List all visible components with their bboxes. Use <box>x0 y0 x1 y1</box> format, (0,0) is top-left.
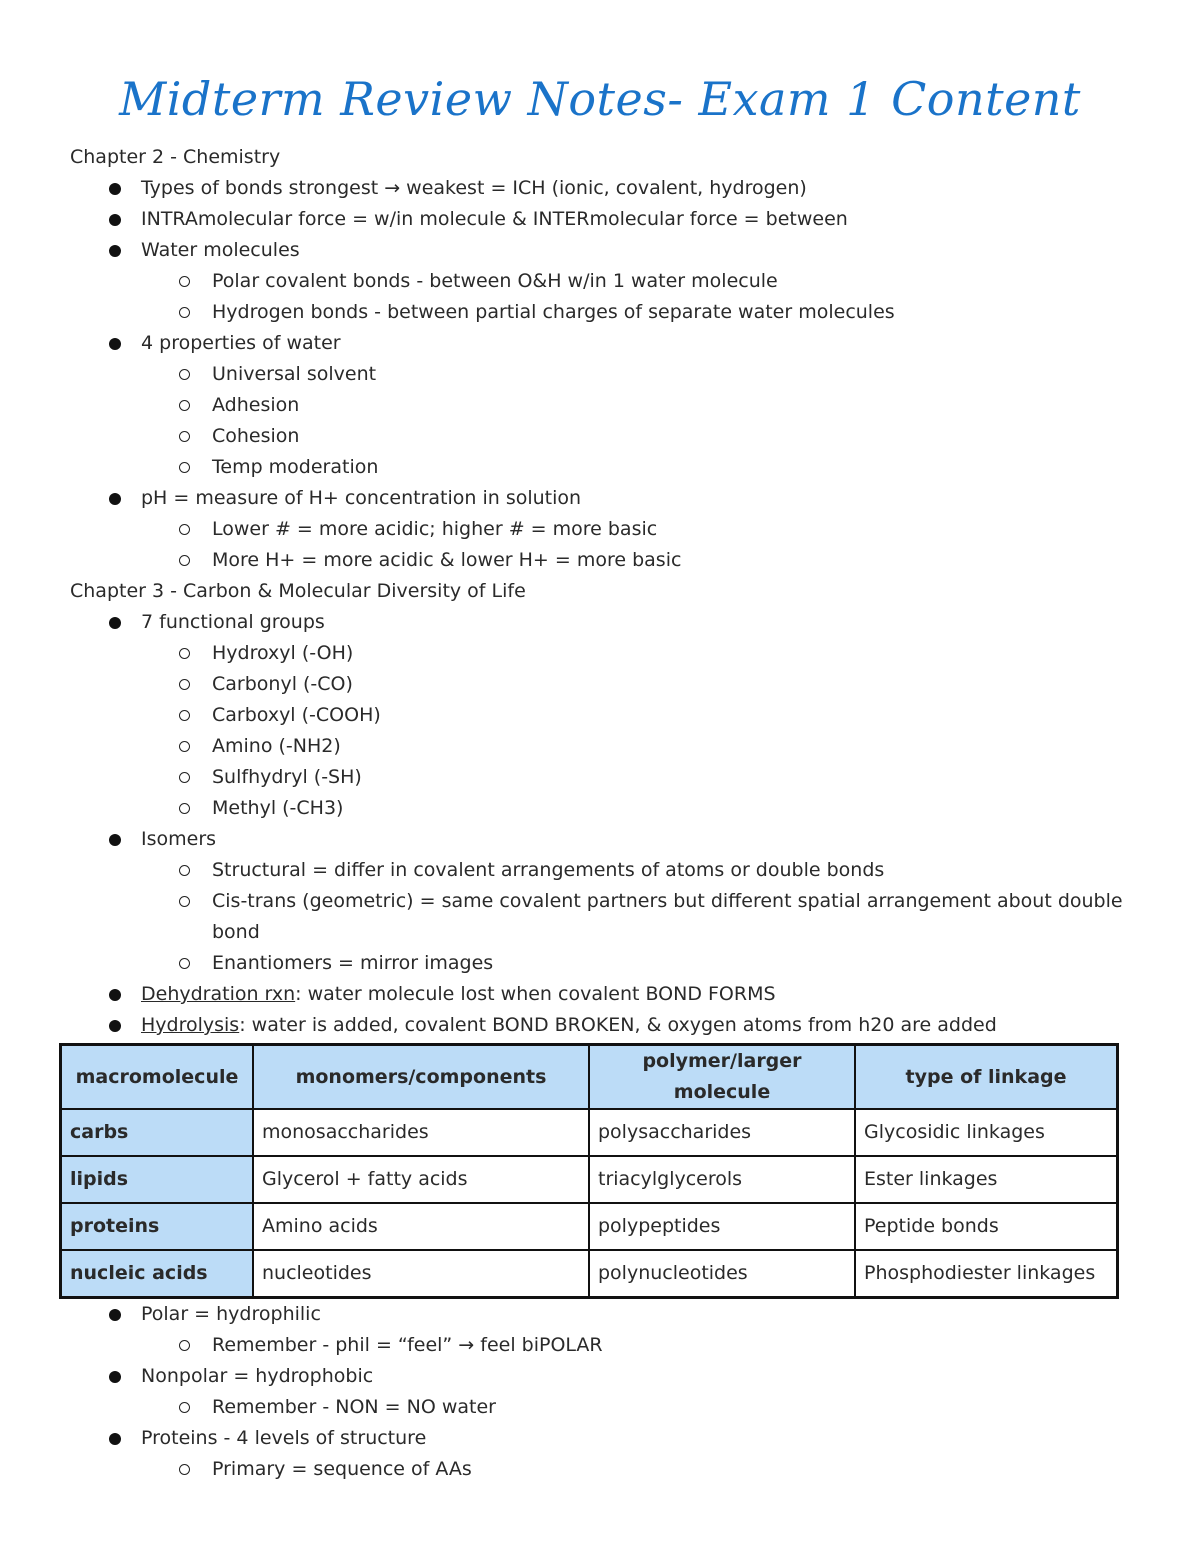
chapter-2-heading: Chapter 2 - Chemistry <box>70 146 281 168</box>
list-item-text: Isomers <box>141 828 217 850</box>
list-item <box>70 607 1140 638</box>
list-item-text: Methyl (-CH3) <box>212 797 344 819</box>
list-item-text: Universal solvent <box>212 363 377 385</box>
circle-bullet-icon <box>179 400 190 411</box>
list-item-text: Cohesion <box>212 425 300 447</box>
list-item-text: Remember - NON = NO water <box>212 1396 496 1418</box>
bullet-icon <box>109 617 121 629</box>
list-item <box>70 979 1140 1010</box>
circle-bullet-icon <box>179 1340 190 1351</box>
table-cell: Amino acids <box>253 1203 589 1250</box>
circle-bullet-icon <box>179 431 190 442</box>
sub-list-item <box>70 390 1140 421</box>
list-item-text: 4 properties of water <box>141 332 341 354</box>
macromolecule-table <box>59 1043 1119 1299</box>
row-header: lipids <box>61 1156 254 1203</box>
sub-list-item <box>70 1454 1140 1485</box>
list-item-text: : water molecule lost when covalent BOND FORMS <box>295 983 776 1005</box>
table-cell: polysaccharides <box>589 1109 855 1156</box>
circle-bullet-icon <box>179 462 190 473</box>
list-item-text: Primary = sequence of AAs <box>212 1458 472 1480</box>
sub-list-item <box>70 700 1140 731</box>
list-item-text: More H+ = more acidic & lower H+ = more basic <box>212 549 682 571</box>
table-cell: triacylglycerols <box>589 1156 855 1203</box>
list-item <box>70 328 1140 359</box>
table-cell: polypeptides <box>589 1203 855 1250</box>
list-item-text: Sulfhydryl (-SH) <box>212 766 362 788</box>
bullet-icon <box>109 183 121 195</box>
sub-list-item <box>70 1392 1140 1423</box>
list-item-text: Nonpolar = hydrophobic <box>141 1365 374 1387</box>
table-cell: nucleotides <box>253 1250 589 1298</box>
circle-bullet-icon <box>179 276 190 287</box>
table-cell: Phosphodiester linkages <box>855 1250 1118 1298</box>
list-item-text: Carboxyl (-COOH) <box>212 704 381 726</box>
list-item <box>70 204 1140 235</box>
circle-bullet-icon <box>179 958 190 969</box>
circle-bullet-icon <box>179 524 190 535</box>
chapter-3-heading: Chapter 3 - Carbon & Molecular Diversity of Life <box>70 580 526 602</box>
page-title: Midterm Review Notes- Exam 1 Content <box>119 72 1081 126</box>
sub-list-item <box>70 669 1140 700</box>
sub-list-item <box>70 421 1140 452</box>
list-item <box>70 173 1140 204</box>
circle-bullet-icon <box>179 772 190 783</box>
circle-bullet-icon <box>179 369 190 380</box>
circle-bullet-icon <box>179 1402 190 1413</box>
list-item-text: Polar covalent bonds - between O&H w/in 1 water molecule <box>212 270 778 292</box>
row-header: carbs <box>61 1109 254 1156</box>
list-item-text: Lower # = more acidic; higher # = more basic <box>212 518 658 540</box>
list-item-text: Carbonyl (-CO) <box>212 673 353 695</box>
sub-list-item <box>70 638 1140 669</box>
list-item <box>70 1299 1140 1330</box>
list-item-text: Amino (-NH2) <box>212 735 341 757</box>
circle-bullet-icon <box>179 1464 190 1475</box>
table-header-row <box>61 1045 1118 1110</box>
table-row <box>61 1250 1118 1298</box>
sub-list-item <box>70 266 1140 297</box>
list-item-text: Enantiomers = mirror images <box>212 952 494 974</box>
table-row <box>61 1109 1118 1156</box>
list-item-text: pH = measure of H+ concentration in solution <box>141 487 582 509</box>
circle-bullet-icon <box>179 803 190 814</box>
sub-list-item <box>70 514 1140 545</box>
row-header: proteins <box>61 1203 254 1250</box>
circle-bullet-icon <box>179 555 190 566</box>
circle-bullet-icon <box>179 865 190 876</box>
sub-list-item <box>70 1330 1140 1361</box>
table-cell: monosaccharides <box>253 1109 589 1156</box>
term-dehydration: Dehydration rxn <box>141 983 296 1005</box>
list-item-text: 7 functional groups <box>141 611 325 633</box>
list-item-text: Structural = differ in covalent arrangements of atoms or double bonds <box>212 859 885 881</box>
list-item-text: Hydroxyl (-OH) <box>212 642 354 664</box>
list-item <box>70 824 1140 855</box>
bullet-icon <box>109 989 121 1001</box>
list-item <box>70 235 1140 266</box>
list-item-text: Temp moderation <box>212 456 379 478</box>
bullet-icon <box>109 493 121 505</box>
circle-bullet-icon <box>179 710 190 721</box>
list-item-text: Types of bonds strongest → weakest = ICH (ionic, covalent, hydrogen) <box>141 177 807 199</box>
sub-list-item <box>70 359 1140 390</box>
sub-list-item <box>70 855 1140 886</box>
column-header: polymer/larger molecule <box>589 1045 855 1110</box>
table-row <box>61 1156 1118 1203</box>
sub-list-item <box>70 545 1140 576</box>
list-item-text: Remember - phil = “feel” → feel biPOLAR <box>212 1334 603 1356</box>
list-item-text: Adhesion <box>212 394 300 416</box>
list-item-text: Proteins - 4 levels of structure <box>141 1427 427 1449</box>
sub-list-item <box>70 948 1140 979</box>
table-cell: Peptide bonds <box>855 1203 1118 1250</box>
table-cell: Glycerol + fatty acids <box>253 1156 589 1203</box>
bullet-icon <box>109 834 121 846</box>
sub-list-item <box>70 452 1140 483</box>
row-header: nucleic acids <box>61 1250 254 1298</box>
bullet-icon <box>109 1309 121 1321</box>
table-cell: Ester linkages <box>855 1156 1118 1203</box>
list-item-text: Hydrogen bonds - between partial charges of separate water molecules <box>212 301 895 323</box>
list-item <box>70 1423 1140 1454</box>
circle-bullet-icon <box>179 648 190 659</box>
bullet-icon <box>109 1371 121 1383</box>
list-item-text: : water is added, covalent BOND BROKEN, & oxygen atoms from h20 are added <box>239 1014 997 1036</box>
table-cell: Glycosidic linkages <box>855 1109 1118 1156</box>
list-item-text: Cis-trans (geometric) = same covalent partners but different spatial arrangement about double bond <box>212 890 1123 943</box>
sub-list-item <box>70 297 1140 328</box>
bullet-icon <box>109 338 121 350</box>
column-header: monomers/components <box>253 1045 589 1110</box>
column-header: type of linkage <box>855 1045 1118 1110</box>
circle-bullet-icon <box>179 679 190 690</box>
bullet-icon <box>109 1020 121 1032</box>
list-item-text: INTRAmolecular force = w/in molecule & INTERmolecular force = between <box>141 208 848 230</box>
notes-body <box>70 142 1140 1485</box>
bullet-icon <box>109 214 121 226</box>
list-item-text: Polar = hydrophilic <box>141 1303 321 1325</box>
term-hydrolysis: Hydrolysis <box>141 1014 240 1036</box>
list-item <box>70 1010 1140 1041</box>
table-cell: polynucleotides <box>589 1250 855 1298</box>
sub-list-item <box>70 886 1140 948</box>
list-item <box>70 483 1140 514</box>
circle-bullet-icon <box>179 896 190 907</box>
bullet-icon <box>109 245 121 257</box>
list-item-text: Water molecules <box>141 239 300 261</box>
list-item <box>70 1361 1140 1392</box>
circle-bullet-icon <box>179 307 190 318</box>
circle-bullet-icon <box>179 741 190 752</box>
sub-list-item <box>70 793 1140 824</box>
table-row <box>61 1203 1118 1250</box>
bullet-icon <box>109 1433 121 1445</box>
sub-list-item <box>70 731 1140 762</box>
column-header: macromolecule <box>61 1045 254 1110</box>
sub-list-item <box>70 762 1140 793</box>
